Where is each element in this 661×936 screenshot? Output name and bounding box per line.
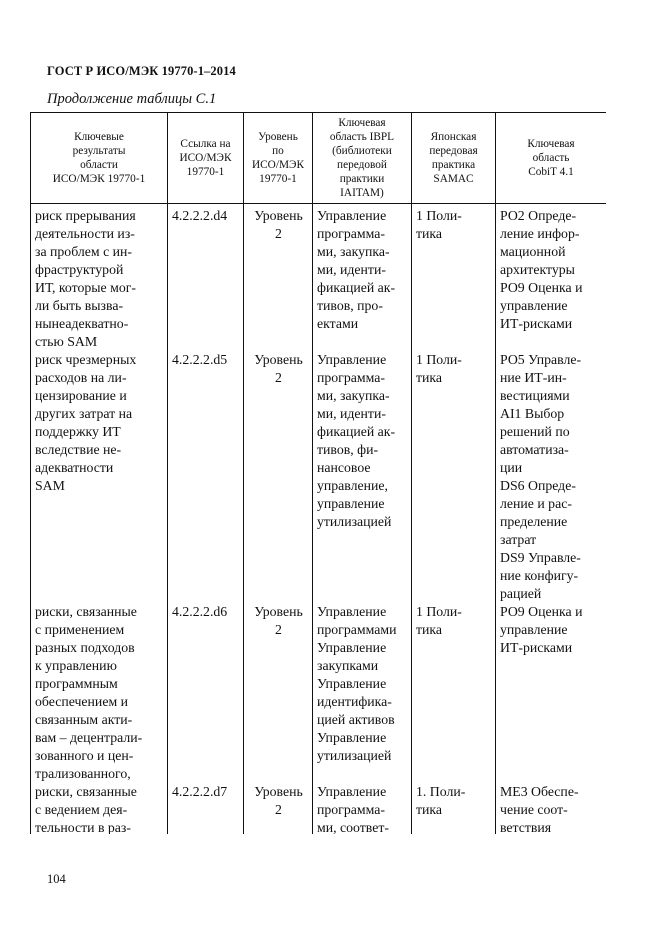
header-reference: Ссылка на ИСО/МЭК 19770-1 — [168, 113, 244, 204]
cell-level: Уровень 2 — [244, 783, 313, 834]
table-container — [30, 112, 606, 834]
header-cobit: Ключевая область CobiT 4.1 — [496, 113, 607, 204]
cell-samac: 1 Поли- тика — [412, 351, 496, 603]
comparison-table — [30, 112, 606, 834]
cell-ibpl: Управление программа- ми, соответ- — [313, 783, 412, 834]
cell-samac: 1 Поли- тика — [412, 603, 496, 783]
cell-ref: 4.2.2.2.d4 — [168, 204, 244, 352]
cell-ibpl: Управление программами Управление закупками Управление идентифика- цией активов Управление утилизацией — [313, 603, 412, 783]
cell-result: риски, связанные с применением разных подходов к управлению программным обеспечением и связанным акти- вам – децентрали- зованного и цен- трализованного, — [31, 603, 168, 783]
table-row — [31, 783, 607, 834]
table-caption: Продолжение таблицы С.1 — [47, 91, 217, 107]
cell-level: Уровень 2 — [244, 204, 313, 352]
header-samac: Японская передовая практика SAMAC — [412, 113, 496, 204]
cell-result: риски, связанные с ведением дея- тельности в раз- — [31, 783, 168, 834]
cell-cobit: РО2 Опреде- ление инфор- мационной архитектуры РО9 Оценка и управление ИТ-рисками — [496, 204, 607, 352]
cell-ibpl: Управление программа- ми, закупка- ми, иденти- фикацией ак- тивов, про- ектами — [313, 204, 412, 352]
cell-samac: 1 Поли- тика — [412, 204, 496, 352]
cell-level: Уровень 2 — [244, 351, 313, 603]
header-level: Уровень по ИСО/МЭК 19770-1 — [244, 113, 313, 204]
cell-level: Уровень 2 — [244, 603, 313, 783]
cell-result: риск прерывания деятельности из- за проблем с ин- фраструктурой ИТ, которые мог- ли быть вызва- нынеадекватно- стью SAM — [31, 204, 168, 352]
page-number: 104 — [47, 872, 66, 886]
standard-header: ГОСТ Р ИСО/МЭК 19770-1–2014 — [47, 64, 236, 78]
cell-cobit: РО9 Оценка и управление ИТ-рисками — [496, 603, 607, 783]
table-row — [31, 603, 607, 783]
cell-cobit: МЕ3 Обеспе- чение соот- ветствия — [496, 783, 607, 834]
table-row — [31, 204, 607, 352]
table-row — [31, 351, 607, 603]
header-ibpl: Ключевая область IBPL (библиотеки передовой практики IAITAM) — [313, 113, 412, 204]
cell-ibpl: Управление программа- ми, закупка- ми, иденти- фикацией ак- тивов, фи- нансовое управление, управление утилизацией — [313, 351, 412, 603]
cell-result: риск чрезмерных расходов на ли- цензирование и других затрат на поддержку ИТ вследствие не- адекватности SAM — [31, 351, 168, 603]
cell-samac: 1. Поли- тика — [412, 783, 496, 834]
cell-cobit: РО5 Управле- ние ИТ-ин- вестициями AI1 Выбор решений по автоматиза- ции DS6 Опреде- ление и рас- пределение затрат DS9 Управле- ние конфигу- рацией — [496, 351, 607, 603]
cell-ref: 4.2.2.2.d6 — [168, 603, 244, 783]
header-row — [31, 113, 607, 204]
cell-ref: 4.2.2.2.d5 — [168, 351, 244, 603]
header-key-results: Ключевые результаты области ИСО/МЭК 19770-1 — [31, 113, 168, 204]
cell-ref: 4.2.2.2.d7 — [168, 783, 244, 834]
